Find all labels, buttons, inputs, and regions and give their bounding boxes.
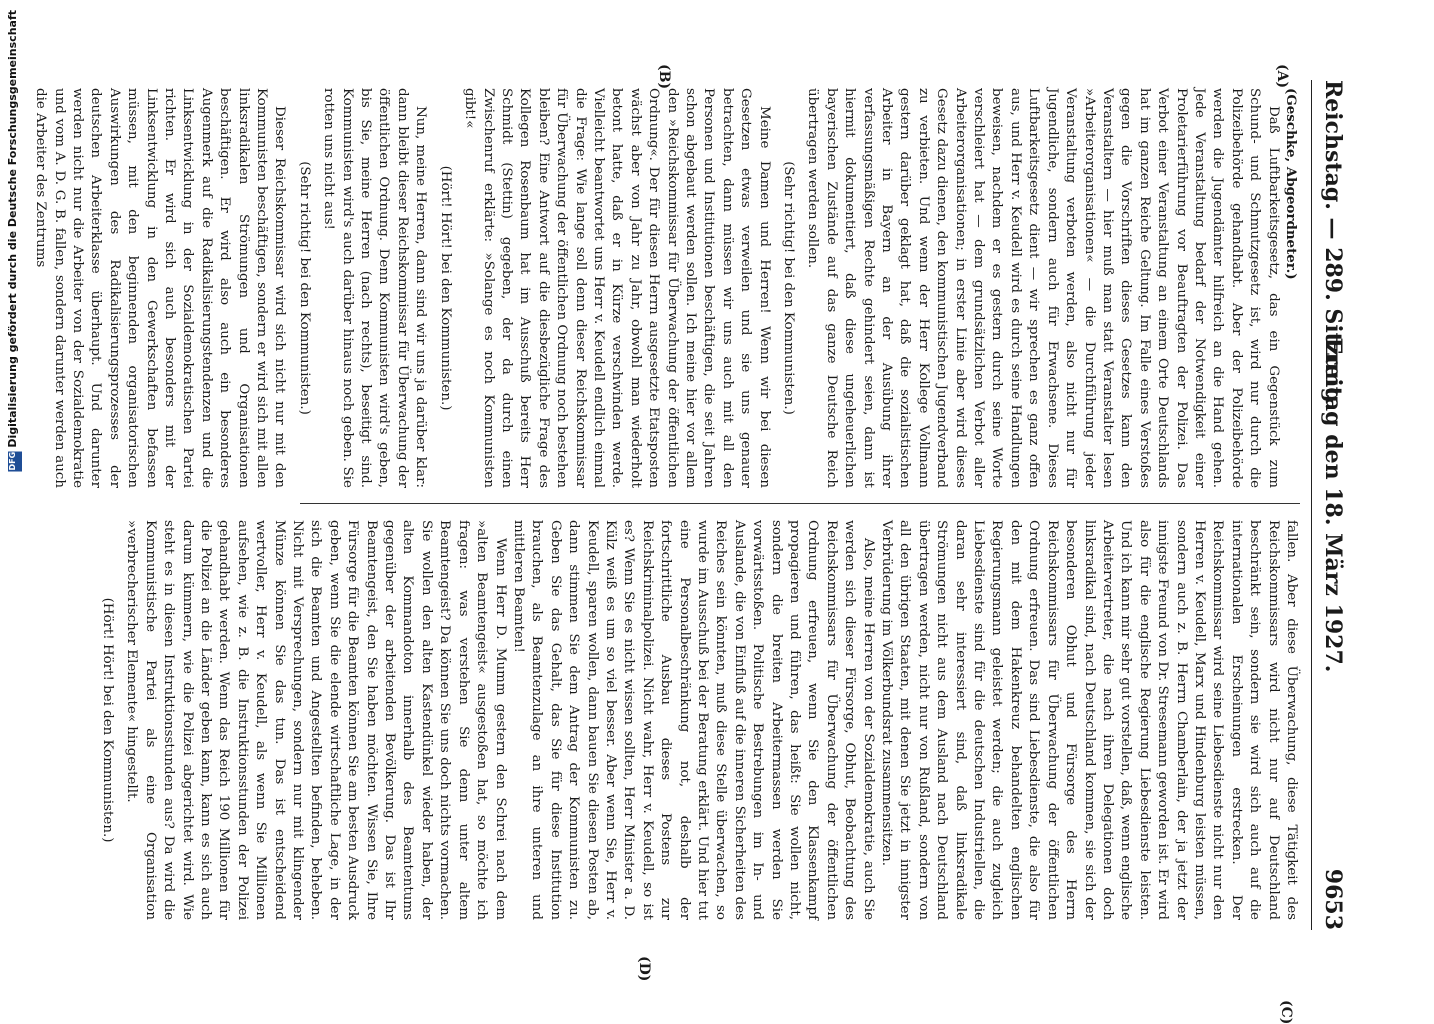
page-number: 9653 bbox=[1320, 868, 1346, 930]
margin-marker-d: (D) bbox=[636, 956, 652, 982]
margin-marker-b: (B) bbox=[656, 64, 672, 90]
header-session: Reichstag. — 289. Sitzung. bbox=[1320, 80, 1346, 411]
paragraph: Wenn Herr D. Mumm gestern den Schrei nach dem »alten Beamtengeist« ausgestoßen hat, so möchte ich fragen: was verstehen Sie denn unter altem Beamtengeist? Da können Sie uns doch nichts vormachen. Sie wollen den alten Kastendünkel wieder haben, der alten Kommandoton innerhalb des Beamtentums gegenüber der arbeitenden Bevölkerung. Das ist Ihr Beamtengeist, den Sie haben möchten. Wissen Sie, Ihre Fürsorge für die Beamten können Sie am besten Ausdruck geben, wenn Sie die elende wirtschaftliche Lage, in der sich die Beamten und Angestellten befinden, beheben. Nicht mit Versprechungen, sondern nur mit klingender Münze können Sie das tun. Das ist entscheidend wertvoller, Herr v. Keudell, als wenn Sie Millionen aufsehen, wie z. B. die Instruktionsstunden der Polizei gehandhabt werden. Wenn das Reich 190 Millionen für die Polizei an die Länder geben kann, kann es sich auch darum kümmern, wie die Polizei abgerichtet wird. Wie steht es in diesen Instruktionsstunden aus? Da wird die Kommunistische Partei als eine Organisation »verbrecherischer Elemente« hingestellt. bbox=[124, 520, 508, 920]
interjection: (Hört! Hört! bei den Kommunisten.) bbox=[437, 165, 453, 411]
dfg-logo: DFG bbox=[8, 452, 22, 472]
interjection: (Sehr richtig! bei den Kommunisten.) bbox=[781, 161, 797, 415]
interjection: (Sehr richtig! bei den Kommunisten.) bbox=[296, 161, 312, 415]
margin-marker-c: (C) bbox=[1278, 1000, 1294, 1024]
document-page bbox=[33, 0, 1360, 1024]
page-header bbox=[1311, 80, 1352, 930]
paragraph: Meine Damen und Herren! Wenn wir bei diesen Gesetzen etwas verweilen und sie uns genauer betrachten, dann müssen wir uns auch mit all den Personen und Institutionen beschäftigen, die seit Jahren schon abgebaut werden sollen. Ich meine hier vor allem den »Reichskommissar für Überwachung der öffentlichen Ordnung«. Der für diesen Herrn ausgesetzte Etatsposten wächst aber von Jahr zu Jahr, obwohl man wiederholt betont hatte, daß er in Kürze verschwinden werde. Vielleicht beantwortet uns Herr v. Keudell endlich einmal die Frage: Wie lange soll denn dieser Reichskommissar für Überwachung der öffentlichen Ordnung noch bestehen bleiben? Eine Antwort auf die diesbezügliche Frage des Kollegen Rosenbaum hat im Ausschuß bereits Herr Schmidt (Stettin) gegeben, der da durch einen Zwischenruf erklärte: »Solange es noch Kommunisten gibt!« bbox=[462, 88, 772, 488]
interjection: (Hört! Hört! bei den Kommunisten.) bbox=[100, 597, 115, 843]
credit-bar bbox=[2, 0, 22, 1000]
speaker-label: (Geschke, Abgeordneter.) bbox=[1283, 88, 1299, 280]
left-column bbox=[33, 88, 1300, 488]
paragraph: Dieser Reichskommissar wird sich nicht nur mit den Kommunisten beschäftigen, sondern er wird sich mit allen linksradikalen Strömungen und Organisationen beschäftigen. Er wird also auch ein besonderes Augenmerk auf die Radikalisierungstendenzen und die Linksentwicklung in der Sozialdemokratischen Partei richten. Er wird sich auch besonders mit der Linksentwicklung in den Gewerkschaften befassen müssen, mit den beginnenden organisatorischen Auswirkungen des Radikalisierungsprozesses der deutschen Arbeiterklasse überhaupt. Und darunter werden nicht nur die Arbeiter von der Sozialdemokratie und vom A. D. G. B. fallen, sondern darunter werden auch die Arbeiter des Zentrums bbox=[33, 88, 288, 488]
header-date: Freitag den 18. März 1927. bbox=[1320, 337, 1346, 673]
paragraph: Also, meine Herren von der Sozialdemokratie, auch Sie werden sich dieser Fürsorge, Obhut, Beobachtung des Reichskommissars für Überwachung der öffentlichen Ordnung erfreuen, wenn Sie den Klassenkampf propagieren und führen, das heißt: Sie wollen nicht, sondern die breiten Arbeitermassen werden Sie vorwärtsstoßen. Politische Bestrebungen im In- und Auslande, die von Einfluß auf die inneren Sicherheiten des Reiches sein könnten, muß diese Stelle überwachen, so wurde im Ausschuß bei der Beratung erklärt. Und hier tut eine Personalbeschränkung not, deshalb der fortschrittliche Ausbau dieses Postens zur Reichskriminalpolizei. Nicht wahr, Herr v. Keudell, so ist es? Wenn Sie es nicht wissen sollten, Herr Minister a. D. Külz weiß es um so viel besser. Aber wenn Sie, Herr v. Keudell, sparen wollen, dann bauen Sie diesen Posten ab, dann stimmen Sie dem Antrag der Kommunisten zu. Geben Sie das Gehalt, das Sie für diese Institution brauchen, als Beamtenzulage an ihre unteren und mittleren Beamten! bbox=[510, 520, 876, 920]
column-divider bbox=[300, 503, 1300, 504]
paragraph: Nun, meine Herren, dann sind wir uns ja darüber klar: dann bleibt dieser Reichskommissar für Überwachung der öffentlichen Ordnung. Denn Kommunisten wird's geben, bis Sie, meine Herren (nach rechts), beseitigt sind. Kommunisten wird's auch darüber hinaus noch geben. Sie rotten uns nicht aus! bbox=[321, 88, 429, 488]
margin-marker-a: (A) bbox=[1274, 64, 1290, 89]
credit-label: Digitalisierung gefördert durch die Deutsche Forschungsgemeinschaft bbox=[6, 10, 19, 448]
paragraph: fallen. Aber diese Überwachung, diese Tätigkeit des Reichskommissars wird nicht nur auf Deutschland beschränkt sein, sondern sie wird sich auch auf die internationalen Erscheinungen erstrecken. Der Reichskommissar wird seine Liebesdienste nicht nur den Herren v. Keudell, Marx und Hindenburg leisten müssen, sondern auch z. B. Herrn Chamberlain, der ja jetzt der innigste Freund von Dr. Stresemann geworden ist. Er wird also für die englische Regierung Liebesdienste leisten. Und ich kann mir sehr gut vorstellen, daß, wenn englische Arbeitervertreter, die nach ihren Delegationen doch linksradikal sind, nach Deutschland kommen, sie sich der besonderen Obhut und Fürsorge des Herrn Reichskommissars für Überwachung der öffentlichen Ordnung erfreuen. Das sind Liebesdienste, die also für den mit dem Hakenkreuz behandelten englischen Regierungsmann geleistet werden; die auch zugleich Liebesdienste sind für die deutschen Industriellen, die daran sehr interessiert sind, daß linksradikale Strömungen nicht aus dem Ausland nach Deutschland übertragen werden, nicht nur von Rußland, sondern von all den übrigen Staaten, mit denen Sie jetzt in innigster Verbrüderung im Völkerbundsrat zusammensitzen. bbox=[879, 520, 1299, 920]
credit-text bbox=[6, 10, 22, 476]
paragraph: Daß Luftbarkeitsgesetz, das ein Gegenstück zum Schund- und Schmutzgesetz ist, wird nur durch die Polizeibehörde gehandhabt. Aber der Polizeibehörde werden die Jugendämter hilfreich an die Hand gehen. Jede Veranstaltung bedarf der Notwendigkeit einer Proletarierführung vor Beauftragten der Polizei. Das Verbot einer Veranstaltung an einem Orte Deutschlands hat im ganzen Reiche Geltung. Im Falle eines Verstoßes gegen die Vorschriften dieses Gesetzes kann den Veranstaltern — hier muß man statt Veranstalter lesen »Arbeiterorganisationen« — die Durchführung jeder Veranstaltung verboten werden, also nicht nur für Jugendliche, sondern auch für Erwachsene. Dieses Luftbarkeitsgesetz dient — wir sprechen es ganz offen aus, und Herr v. Keudell wird es durch seine Handlungen beweisen, nachdem er es gestern durch seine Worte verschleiert hat — dem grundsätzlichen Verbot aller Arbeiterorganisationen; in erster Linie aber wird dieses Gesetz dazu dienen, den kommunistischen Jugendverband zu verbieten. Und wenn der Herr Kollege Vollmann gestern darüber geklagt hat, daß die sozialistischen Arbeiter in Bayern an der Ausübung ihrer verfassungsmäßigen Rechte gehindert seien, dann ist hiermit dokumentiert, daß diese ungeheuerlichen bayerischen Zustände auf das ganze Deutsche Reich übertragen werden sollen. bbox=[805, 88, 1281, 488]
right-column bbox=[100, 520, 1300, 920]
